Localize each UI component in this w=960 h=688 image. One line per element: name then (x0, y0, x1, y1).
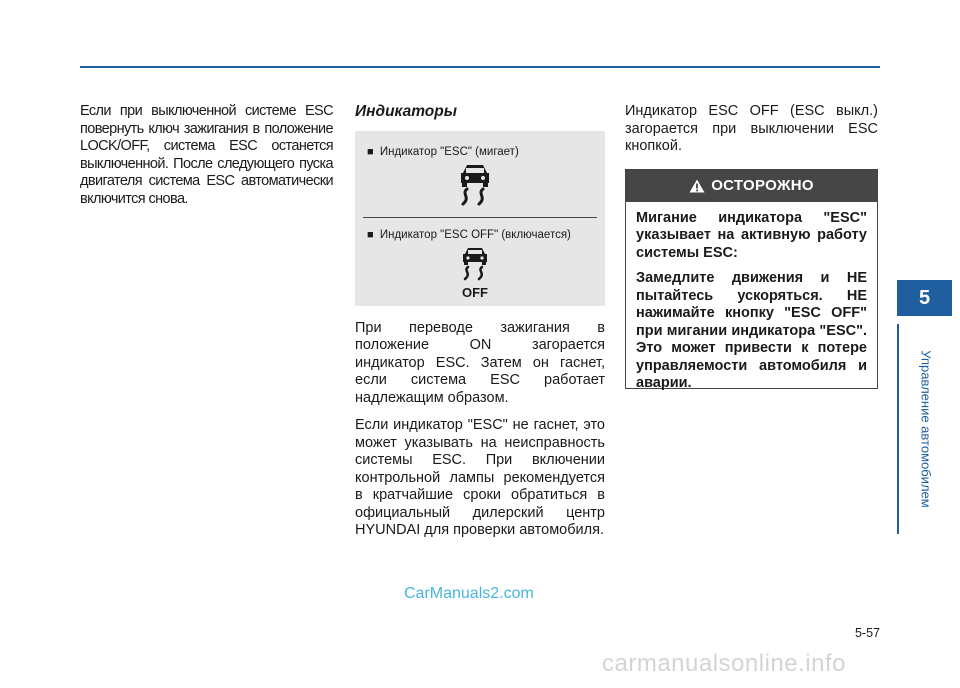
warning-body (626, 202, 877, 409)
column-2 (355, 103, 605, 550)
indicator-divider (363, 217, 597, 218)
indicator-item-esc-off (367, 227, 571, 245)
watermark-carmanualsonline: carmanualsonline.info (602, 650, 846, 677)
warning-paragraph: Замедлите движения и НЕ пытайтесь ускоряться. НЕ нажимайте кнопку "ESC OFF" при мигании индикатора "ESC". Это может привести к потере управляемости автомобиля и аварии. (636, 270, 867, 391)
watermark-carmanuals2[interactable]: CarManuals2.com (404, 585, 534, 602)
page-number: 5-57 (854, 626, 880, 640)
esc-skid-icon (455, 161, 495, 207)
warning-title: ОСТОРОЖНО (711, 176, 814, 194)
chapter-title-container (916, 324, 936, 534)
ignition-paragraph: При переводе зажигания в положение ON загорается индикатор ESC. Затем он гаснет, если система ESC работает надлежащим образом. (355, 319, 605, 406)
indicator-box (355, 131, 605, 306)
top-rule (80, 66, 880, 68)
chapter-title: Управление автомобилем (918, 350, 934, 508)
warning-box (625, 169, 878, 389)
chapter-number: 5 (918, 286, 931, 309)
warning-header (626, 170, 877, 202)
esc-off-paragraph: Если при выключенной системе ESC повернуть ключ зажигания в положение LOCK/OFF, система ESC останется выключенной. После следующего пуска двигателя система ESC автоматически включится снова. (80, 103, 333, 207)
indicator-label-esc: Индикатор "ESC" (мигает) (379, 145, 519, 158)
chapter-side-line (897, 324, 899, 534)
warning-triangle-icon (689, 179, 705, 193)
esc-off-icon (455, 244, 495, 300)
bullet-icon: ■ (367, 145, 374, 158)
column-3 (625, 103, 878, 389)
section-heading: Индикаторы (355, 103, 457, 120)
esc-off-icon-text: OFF (462, 284, 488, 300)
column-1 (80, 103, 333, 218)
warning-paragraph: Мигание индикатора "ESC" указывает на активную работу системы ESC: (636, 209, 867, 261)
chapter-tab (897, 280, 952, 316)
malfunction-paragraph: Если индикатор "ESC" не гаснет, это может указывать на неисправность системы ESC. При включении контрольной лампы рекомендуется в кратчайшие сроки обратиться в официальный дилерский центр HYUNDAI для проверки автомобиля. (355, 417, 605, 538)
indicator-item-esc (367, 144, 519, 162)
indicator-label-esc-off: Индикатор "ESC OFF" (включается) (379, 228, 571, 241)
bullet-icon: ■ (367, 228, 374, 241)
esc-off-button-paragraph: Индикатор ESC OFF (ESC выкл.) загорается при выключении ESC кнопкой. (625, 103, 878, 154)
